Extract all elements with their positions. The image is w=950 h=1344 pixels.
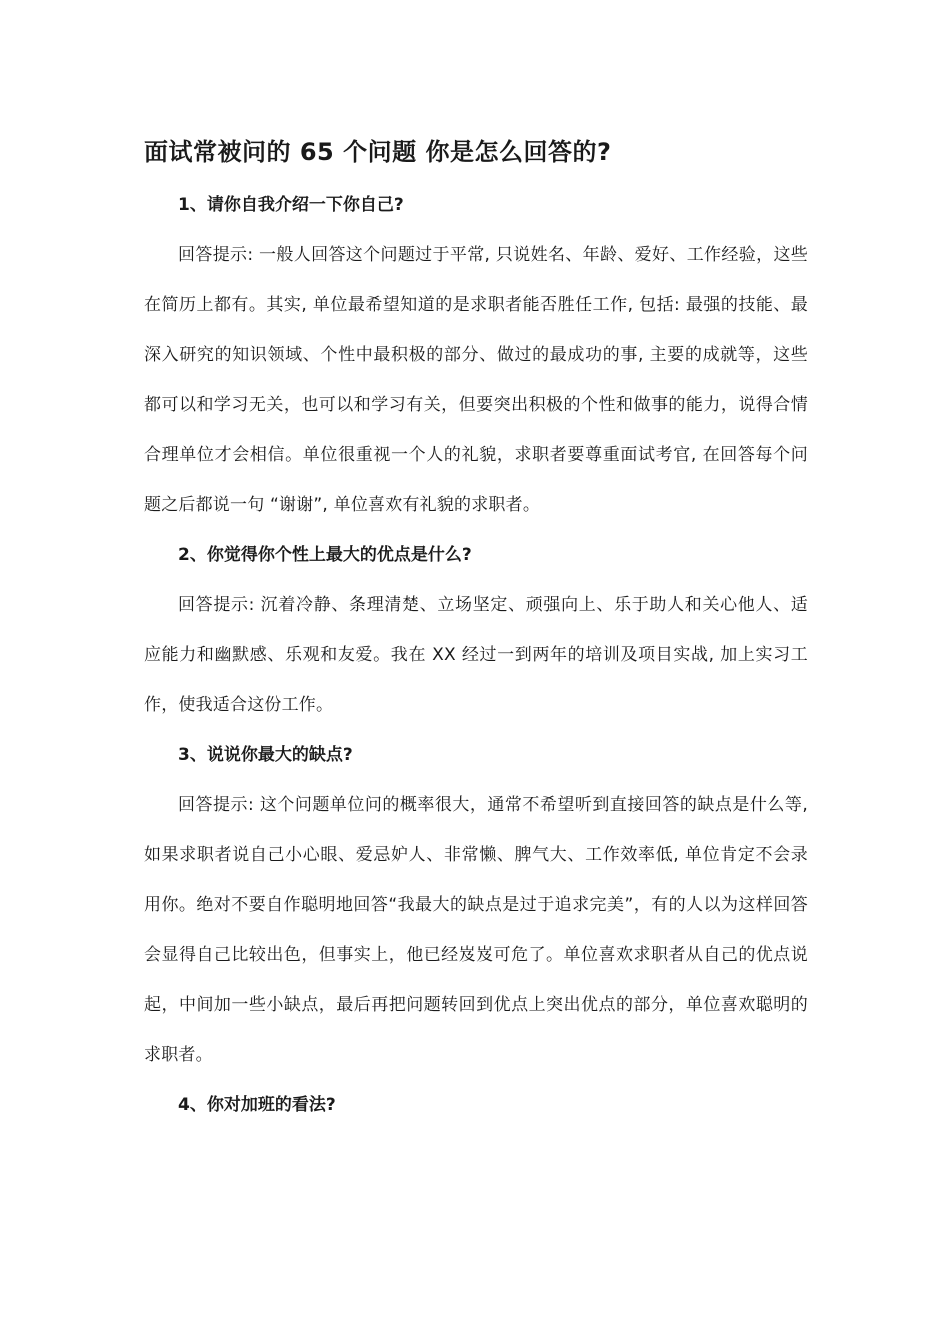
section-1 bbox=[144, 180, 808, 530]
section-4 bbox=[144, 1080, 808, 1130]
question-heading: 1、请你自我介绍一下你自己? bbox=[178, 195, 404, 215]
section-2 bbox=[144, 530, 808, 730]
answer-paragraph: 回答提示: 这个问题单位问的概率很大，通常不希望听到直接回答的缺点是什么等, 如果求职者说自己小心眼、爱忌妒人、非常懒、脾气大、工作效率低, 单位肯定不会录用你。绝对不要自作聪明地回答“我最大的缺点是过于追求完美”，有的人以为这样回答会显得自己比较出色，但事实上，他已经岌岌可危了。单位喜欢求职者从自己的优点说起，中间加一些小缺点，最后再把问题转回到优点上突出优点的部分，单位喜欢聪明的求职者。 bbox=[144, 795, 808, 1065]
document-page bbox=[144, 134, 808, 1130]
question-heading: 3、说说你最大的缺点? bbox=[178, 745, 353, 765]
answer-paragraph: 回答提示: 沉着冷静、条理清楚、立场坚定、顽强向上、乐于助人和关心他人、适应能力和幽默感、乐观和友爱。我在 XX 经过一到两年的培训及项目实战, 加上实习工作，使我适合这份工作。 bbox=[144, 595, 808, 715]
question-heading: 2、你觉得你个性上最大的优点是什么? bbox=[178, 545, 472, 565]
answer-paragraph: 回答提示: 一般人回答这个问题过于平常, 只说姓名、年龄、爱好、工作经验，这些在简历上都有。其实, 单位最希望知道的是求职者能否胜任工作, 包括: 最强的技能、最深入研究的知识领域、个性中最积极的部分、做过的最成功的事, 主要的成就等，这些都可以和学习无关，也可以和学习有关，但要突出积极的个性和做事的能力，说得合情合理单位才会相信。单位很重视一个人的礼貌，求职者要尊重面试考官, 在回答每个问题之后都说一句 “谢谢”, 单位喜欢有礼貌的求职者。 bbox=[144, 245, 808, 515]
question-heading: 4、你对加班的看法? bbox=[178, 1095, 336, 1115]
section-3 bbox=[144, 730, 808, 1080]
document-title: 面试常被问的 65 个问题 你是怎么回答的? bbox=[144, 138, 612, 166]
